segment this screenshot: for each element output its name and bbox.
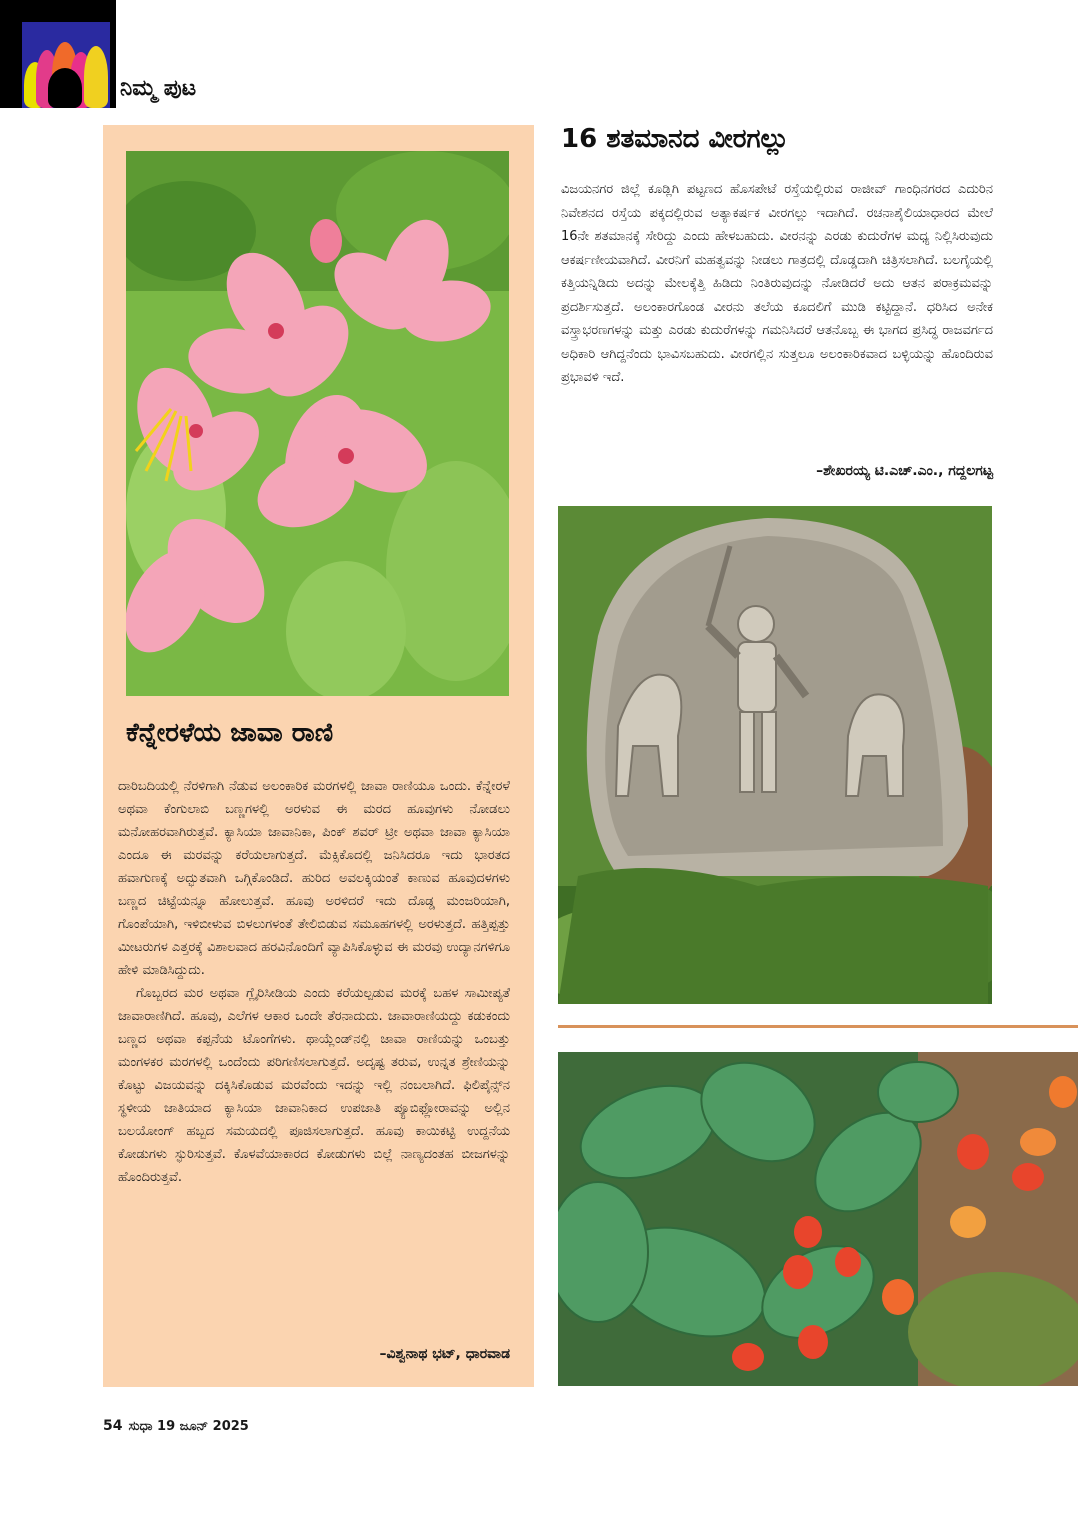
- left-article-title: ಕೆನ್ನೇರಳೆಯ ಜಾವಾ ರಾಣಿ: [126, 718, 334, 748]
- people-silhouette-logo-icon: [0, 0, 116, 108]
- left-paragraph-2: ಗೊಬ್ಬರದ ಮರ ಅಥವಾ ಗ್ಲೈರಿಸೀಡಿಯ ಎಂದು ಕರೆಯಲ್ಪಡುವ ಮರಕ್ಕೆ ಬಹಳ ಸಾಮೀಪ್ಯತೆ ಜಾವಾರಾಣಿಗಿದೆ. ಹೂವು, ಎಲೆಗಳ ಆಕಾರ ಒಂದೇ ತೆರನಾದುದು. ಜಾವಾರಾಣಿಯದ್ದು ಕಡುಕಂದು ಬಣ್ಣದ ಅಥವಾ ಕಪ್ಪನೆಯ ಟೊಂಗೆಗಳು. ಥಾಯ್ಲೆಂಡ್‌ನಲ್ಲಿ ಜಾವಾ ರಾಣಿಯನ್ನು ಒಂಬತ್ತು ಮಂಗಳಕರ ಮರಗಳಲ್ಲಿ ಒಂದೆಂದು ಪರಿಗಣಿಸಲಾಗುತ್ತದೆ. ಅದೃಷ್ಟ ತರುವ, ಉನ್ನತ ಶ್ರೇಣಿಯನ್ನು ಕೊಟ್ಟು ವಿಜಯವನ್ನು ದಕ್ಕಿಸಿಕೊಡುವ ಮರವೆಂದು ಇದನ್ನು ಇಲ್ಲಿ ನಂಬಲಾಗಿದೆ. ಫಿಲಿಪೈನ್ಸ್‌ನ ಸ್ಥಳೀಯ ಜಾತಿಯಾದ ಕ್ಯಾಸಿಯಾ ಜಾವಾನಿಕಾದ ಉಪಜಾತಿ ಪ್ಯೂಬಿಫ್ಲೋರಾವನ್ನು ಅಲ್ಲಿನ ಬಲಯೋಂಗ್ ಹಬ್ಬದ ಸಮಯದಲ್ಲಿ ಪೂಜಿಸಲಾಗುತ್ತದೆ. ಹೂವು ಕಾಯಿಕಟ್ಟಿ ಉದ್ದನೆಯ ಕೋಡುಗಳು ಸ್ಫುರಿಸುತ್ತವೆ. ಕೊಳವೆಯಾಕಾರದ ಕೋಡುಗಳು ಬಿಲ್ಲೆ ನಾಣ್ಯದಂತಹ ಬೀಜಗಳನ್ನು ಹೊಂದಿರುತ್ತವೆ.: [118, 986, 510, 1185]
- right-paragraph: ವಿಜಯನಗರ ಜಿಲ್ಲೆ ಕೂಡ್ಲಿಗಿ ಪಟ್ಟಣದ ಹೊಸಪೇಟೆ ರಸ್ತೆಯಲ್ಲಿರುವ ರಾಜೀವ್ ಗಾಂಧಿನಗರದ ಎದುರಿನ ನಿವೇಶನದ ರಸ್ತೆಯ ಪಕ್ಕದಲ್ಲಿರುವ ಅತ್ಯಾಕರ್ಷಕ ವೀರಗಲ್ಲು ಇದಾಗಿದೆ. ರಚನಾಶೈಲಿಯಾಧಾರದ ಮೇಲೆ 16ನೇ ಶತಮಾನಕ್ಕೆ ಸೇರಿದ್ದು ಎಂದು ಹೇಳಬಹುದು. ವೀರನನ್ನು ಎರಡು ಕುದುರೆಗಳ ಮಧ್ಯ ನಿಲ್ಲಿಸಿರುವುದು ಆಕರ್ಷಣೀಯವಾಗಿದೆ. ವೀರನಿಗೆ ಮಹತ್ವವನ್ನು ನೀಡಲು ಗಾತ್ರದಲ್ಲಿ ದೊಡ್ಡದಾಗಿ ಚಿತ್ರಿಸಲಾಗಿದೆ. ಬಲಗೈಯಲ್ಲಿ ಕತ್ತಿಯನ್ನಿಡಿದು ಅದನ್ನು ಮೇಲಕ್ಕೆತ್ತಿ ಹಿಡಿದು ನಿಂತಿರುವುದನ್ನು ನೋಡಿದರೆ ಅದು ಆತನ ಪರಾಕ್ರಮವನ್ನು ಪ್ರದರ್ಶಿಸುತ್ತದೆ. ಅಲಂಕಾರಗೊಂಡ ವೀರನು ತಲೆಯ ಕೂದಲಿಗೆ ಮುಡಿ ಕಟ್ಟಿದ್ದಾನೆ. ಧರಿಸಿದ ಅನೇಕ ವಸ್ತ್ರಾಭರಣಗಳನ್ನು ಮತ್ತು ಎರಡು ಕುದುರೆಗಳನ್ನು ಗಮನಿಸಿದರೆ ಆತನೊಬ್ಬ ಈ ಭಾಗದ ಪ್ರಸಿದ್ಧ ರಾಜವರ್ಗದ ಅಧಿಕಾರಿ ಆಗಿದ್ದನೆಂದು ಭಾವಿಸಬಹುದು. ವೀರಗಲ್ಲಿನ ಸುತ್ತಲೂ ಅಲಂಕಾರಿಕವಾದ ಬಳ್ಳಿಯನ್ನು ಹೊಂದಿರುವ ಪ್ರಭಾವಳಿ ಇದೆ.: [561, 182, 993, 385]
- left-article-body: [118, 775, 510, 1189]
- right-article-title: 16 ಶತಮಾನದ ವೀರಗಲ್ಲು: [561, 124, 789, 154]
- right-article-body: [561, 178, 993, 390]
- page-footer: [103, 1418, 249, 1434]
- pink-shower-flower-photo-icon: [126, 151, 509, 696]
- hero-stone-photo-icon: [558, 506, 992, 1004]
- section-title: ನಿಮ್ಮ ಪುಟ: [120, 76, 197, 101]
- page-number: 54: [103, 1418, 123, 1434]
- right-article-byline: –ಶೇಖರಯ್ಯ ಟಿ.ಎಚ್.ಎಂ., ಗದ್ದಲಗಟ್ಟ: [816, 463, 993, 479]
- red-berries-photo-icon: [558, 1052, 1078, 1386]
- column-divider: [558, 1025, 1078, 1028]
- left-paragraph-1: ದಾರಿಬದಿಯಲ್ಲಿ ನೆರಳಿಗಾಗಿ ನೆಡುವ ಅಲಂಕಾರಿಕ ಮರಗಳಲ್ಲಿ ಜಾವಾ ರಾಣಿಯೂ ಒಂದು. ಕೆನ್ನೇರಳೆ ಅಥವಾ ಕೆಂಗುಲಾಬಿ ಬಣ್ಣಗಳಲ್ಲಿ ಅರಳುವ ಈ ಮರದ ಹೂವುಗಳು ನೋಡಲು ಮನೋಹರವಾಗಿರುತ್ತವೆ. ಕ್ಯಾಸಿಯಾ ಜಾವಾನಿಕಾ, ಪಿಂಕ್ ಶವರ್ ಟ್ರೀ ಅಥವಾ ಜಾವಾ ಕ್ಯಾಸಿಯಾ ಎಂದೂ ಈ ಮರವನ್ನು ಕರೆಯಲಾಗುತ್ತದೆ. ಮೆಕ್ಸಿಕೊದಲ್ಲಿ ಜನಿಸಿದರೂ ಇದು ಭಾರತದ ಹವಾಗುಣಕ್ಕೆ ಅದ್ಭುತವಾಗಿ ಒಗ್ಗಿಕೊಂಡಿದೆ. ಹುರಿದ ಅವಲಕ್ಕಿಯಂತೆ ಕಾಣುವ ಹೂವುದಳಗಳು ಬಣ್ಣದ ಚಿಟ್ಟೆಯನ್ನೂ ಹೋಲುತ್ತವೆ. ಹೂವು ಅರಳಿದರೆ ಇದು ದೊಡ್ಡ ಮಂಜರಿಯಾಗಿ, ಗೊಂಪೆಯಾಗಿ, ಇಳಿಬೀಳುವ ಬಿಳಲುಗಳಂತೆ ತೇಲಿಬಿಡುವ ಸಮೂಹಗಳಲ್ಲಿ ಅರಳುತ್ತದೆ. ಹತ್ತಿಪ್ಪತ್ತು ಮೀಟರುಗಳ ಎತ್ತರಕ್ಕೆ ವಿಶಾಲವಾದ ಹರವಿನೊಂದಿಗೆ ವ್ಯಾಪಿಸಿಕೊಳ್ಳುವ ಈ ಮರವು ಉದ್ಯಾನಗಳಿಗೂ ಹೇಳಿ ಮಾಡಿಸಿದ್ದುದು.: [118, 779, 510, 978]
- left-article-byline: –ವಿಶ್ವನಾಥ ಭಟ್, ಧಾರವಾಡ: [379, 1346, 510, 1362]
- magazine-issue: ಸುಧಾ 19 ಜೂನ್ 2025: [128, 1419, 249, 1434]
